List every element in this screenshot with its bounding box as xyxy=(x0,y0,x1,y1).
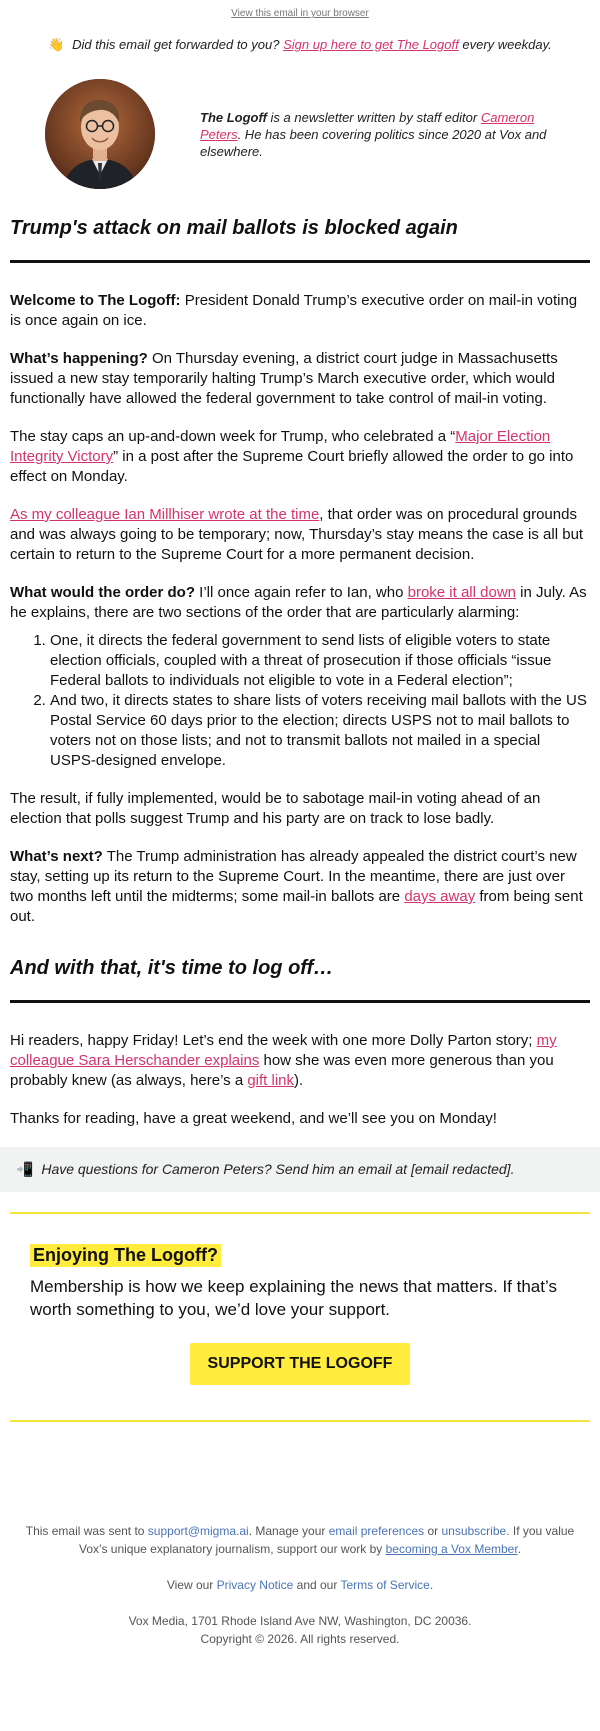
forward-notice xyxy=(0,37,600,53)
email-preferences-link[interactable]: email preferences xyxy=(328,1524,425,1538)
text-order-a: I’ll once again refer to Ian, who xyxy=(194,584,408,601)
footer-text: This email was sent to xyxy=(25,1524,148,1538)
text-next-b: from being sent out. xyxy=(10,888,583,925)
brand-name: The Logoff xyxy=(200,109,267,125)
text-dolly-c: ). xyxy=(294,1072,304,1089)
contact-text: Have questions for Cameron Peters? Send him an email at [email redacted]. xyxy=(41,1161,515,1177)
paragraph-order xyxy=(10,583,590,623)
paragraph-colleague xyxy=(10,505,590,565)
author-block xyxy=(0,79,600,189)
headline: Trump's attack on mail ballots is blocked again xyxy=(10,217,458,239)
footer-address xyxy=(10,1612,590,1648)
logoff-heading: And with that, it's time to log off… xyxy=(10,957,334,979)
paragraph-thanks: Thanks for reading, have a great weekend, and we’ll see you on Monday! xyxy=(10,1110,497,1127)
label-welcome: Welcome to The Logoff: xyxy=(10,292,181,309)
paragraph-whats-happening xyxy=(10,349,590,409)
text-order-b: in July. As he explains, there are two sections of the order that are particularly alarming: xyxy=(10,584,587,621)
forward-prefix: Did this email get forwarded to you? xyxy=(72,37,280,52)
broke-it-down-link[interactable]: broke it all down xyxy=(407,584,517,601)
author-description xyxy=(200,109,570,160)
label-whats-happening: What’s happening? xyxy=(10,350,148,367)
footer-sent-to xyxy=(10,1522,590,1558)
support-button[interactable]: SUPPORT THE LOGOFF xyxy=(190,1343,411,1385)
waving-hand-icon: 👋 xyxy=(48,37,65,52)
privacy-notice-link[interactable]: Privacy Notice xyxy=(216,1578,294,1592)
text-dolly-b: how she was even more generous than you probably knew (as always, here’s a xyxy=(10,1052,554,1089)
footer-text: . xyxy=(517,1542,522,1556)
support-title: Enjoying The Logoff? xyxy=(30,1244,221,1267)
terms-of-service-link[interactable]: Terms of Service xyxy=(340,1578,430,1592)
signup-link[interactable]: Sign up here to get The Logoff xyxy=(283,37,459,52)
footer-legal-links xyxy=(10,1576,590,1594)
footer-text: . Manage your xyxy=(248,1524,329,1538)
mobile-phone-icon: 📲 xyxy=(16,1161,34,1177)
footer-text: View our xyxy=(166,1578,217,1592)
herschander-link[interactable]: my colleague Sara Herschander explains xyxy=(10,1032,557,1069)
days-away-link[interactable]: days away xyxy=(404,888,476,905)
support-section xyxy=(10,1212,590,1422)
view-in-browser-link[interactable]: View this email in your browser xyxy=(231,8,369,19)
copyright-text: Copyright © 2026. All rights reserved. xyxy=(200,1632,400,1646)
footer-text: . xyxy=(429,1578,434,1592)
text-dolly-a: Hi readers, happy Friday! Let’s end the week with one more Dolly Parton story; xyxy=(10,1032,537,1049)
order-sections-list xyxy=(10,631,590,771)
vox-member-link[interactable]: becoming a Vox Member xyxy=(385,1542,518,1556)
paragraph-dolly xyxy=(10,1031,590,1091)
top-bar xyxy=(0,0,600,19)
text-stay-a: The stay caps an up-and-down week for Trump, who celebrated a “ xyxy=(10,428,456,445)
text-stay-b: ” in a post after the Supreme Court briefly allowed the order to go into effect on Monday. xyxy=(10,448,574,485)
label-order: What would the order do? xyxy=(10,584,195,601)
paragraph-whats-next xyxy=(10,847,590,927)
support-text: Membership is how we keep explaining the news that matters. If that’s worth something to you, we’d love your support. xyxy=(30,1277,557,1319)
major-election-link[interactable]: Major Election Integrity Victory xyxy=(10,428,551,465)
text-colleague: , that order was on procedural grounds and was always going to be temporary; now, Thursday’s stay means the case is all but certain to return to the Supreme Court for a more permanent decision. xyxy=(10,506,584,563)
divider xyxy=(10,1000,590,1003)
contact-box xyxy=(0,1147,600,1192)
main-content xyxy=(0,291,600,927)
text-welcome: President Donald Trump’s executive order on mail-in voting is once again on ice. xyxy=(10,292,578,329)
text-next-a: The Trump administration has already appealed the district court’s new stay, setting up its return to the Supreme Court. In the meantime, there are just over two months left until the midterms; some mail-in ballots are xyxy=(10,848,577,905)
list-item: 2. And two, it directs states to share lists of voters receiving mail ballots with the US Postal Service 60 days prior to the election; directs USPS not to mail ballots to voters not on those lists; and not to transmit ballots not mailed in a special USPS-designed envelope. xyxy=(50,691,590,771)
label-whats-next: What’s next? xyxy=(10,848,103,865)
author-photo-icon xyxy=(45,79,155,189)
footer-text: . If you value Vox’s unique explanatory journalism, support our work by xyxy=(78,1524,575,1556)
paragraph-result: The result, if fully implemented, would be to sabotage mail-in voting ahead of an election that polls suggest Trump and his party are on track to lose badly. xyxy=(10,790,541,827)
author-name-link[interactable]: Cameron Peters xyxy=(200,109,535,142)
author-text-2: . He has been covering politics since 2020 at Vox and elsewhere. xyxy=(200,126,547,159)
avatar xyxy=(45,79,155,189)
paragraph-welcome xyxy=(10,291,590,331)
footer xyxy=(0,1522,600,1648)
list-item: 1. One, it directs the federal government to send lists of eligible voters to state election officials, coupled with a threat of prosecution if those officials “issue Federal ballots to individuals not eligible to vote in a Federal election”; xyxy=(50,631,590,691)
divider xyxy=(10,260,590,263)
unsubscribe-link[interactable]: unsubscribe xyxy=(441,1524,507,1538)
footer-text: or xyxy=(424,1524,442,1538)
gift-link[interactable]: gift link xyxy=(247,1072,295,1089)
address-text: Vox Media, 1701 Rhode Island Ave NW, Washington, DC 20036. xyxy=(128,1614,472,1628)
support-button-wrap xyxy=(30,1343,570,1385)
paragraph-stay xyxy=(10,427,590,487)
logoff-content xyxy=(0,1031,600,1129)
footer-text: and our xyxy=(293,1578,341,1592)
millhiser-link[interactable]: As my colleague Ian Millhiser wrote at the time xyxy=(10,506,320,523)
email-address-link[interactable]: support@migma.ai xyxy=(147,1524,249,1538)
text-whats-happening: On Thursday evening, a district court judge in Massachusetts issued a new stay temporarily halting Trump’s March executive order, which would functionally have allowed the federal government to take control of mail-in voting. xyxy=(10,350,558,407)
forward-suffix: every weekday. xyxy=(462,37,552,52)
author-text-1: is a newsletter written by staff editor xyxy=(270,109,478,125)
